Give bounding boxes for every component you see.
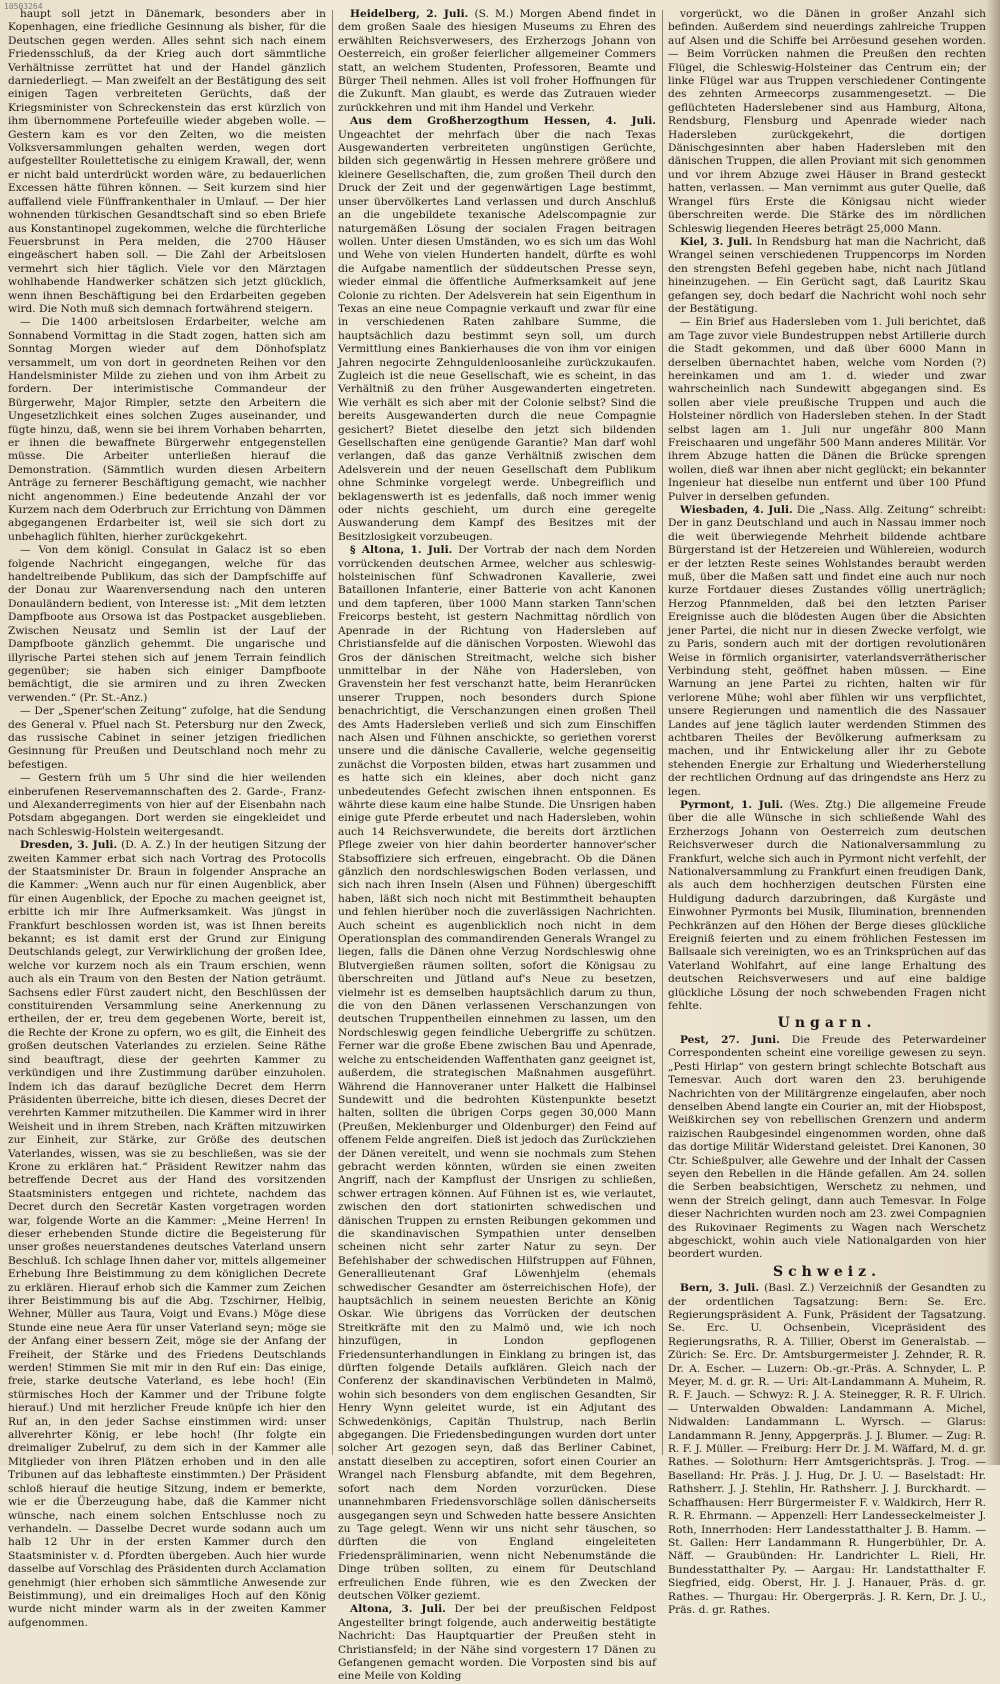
article-paragraph <box>668 8 986 236</box>
article-dateline: Altona, 3. Juli. <box>350 1603 446 1616</box>
article-dateline: Aus dem Großherzogthum Hessen, 4. Juli. <box>350 115 656 128</box>
article-paragraph <box>338 544 656 1603</box>
column-divider <box>662 10 663 1455</box>
article-paragraph <box>338 115 656 544</box>
article-paragraph <box>668 316 986 504</box>
section-heading: Ungarn. <box>777 1015 877 1032</box>
article-paragraph <box>668 1282 986 1617</box>
column-divider <box>332 10 333 1455</box>
column-2 <box>338 8 656 1683</box>
article-paragraph <box>668 1034 986 1262</box>
article-text: — Der „Spener'schen Zeitung“ zufolge, hat die Sendung des General v. Pfuel nach St. Petersburg nur den Zweck, das russische Cabinet in seiner jetzigen friedlichen Gesinnung für Preußen und Deutschland noch mehr zu befestigen. <box>8 705 326 771</box>
section-heading: Schweiz. <box>773 1263 881 1280</box>
article-text: — Die 1400 arbeitslosen Erdarbeiter, welche am Sonnabend Vormittag in die Stadt zogen, hatten sich am Sonntag Morgen wieder auf dem Dönhofsplatz versammelt, um von dort in geordneten Reihen vor den Handelsminister Milde zu ziehen und von ihm Arbeit zu fordern. Der interimistische Commandeur der Bürgerwehr, Major Rimpler, setzte den Arbeitern die Ungesetzlichkeit eines solchen Zuges auseinander, und fügte hinzu, daß, wenn sie bei ihrem Vorhaben beharrten, er ihnen die bewaffnete Bürgerwehr entgegenstellen müsse. Die Arbeiter unterließen hierauf die Demonstration. (Sämmtlich wurden diesen Arbeitern Anträge zu fernerer Beschäftigung gemacht, wie nachher nicht angenommen.) Eine bedeutende Anzahl der vor Kurzem nach dem Oderbruch zur Errichtung von Dämmen abgegangenen Erdarbeiter ist, weil sie sich dort zu unbehaglich fühlten, hierher zurückgekehrt. <box>8 316 326 543</box>
article-text: Ungeachtet der mehrfach über die nach Texas Ausgewanderten verbreiteten ungünstigen Gerüchte, bilden sich gegenwärtig in Hessen mehrere größere und kleinere Gesellschaften, die, zum großen Theil durch den Druck der Zeit und der gegenwärtigen Lage bestimmt, unser übervölkertes Land verlassen und durch Anschluß an die ungebildete texanische Adelscompagnie zur naturgemäßen Lösung der socialen Fragen beitragen wollen. Unter diesen Umständen, wo es sich um das Wohl und Wehe von vielen Hunderten handelt, dürfte es wohl die Aufgabe namentlich der süddeutschen Presse seyn, wieder einmal die öffentliche Aufmerksamkeit auf jene Colonie zu richten. Der Adelsverein hat sein Eigenthum in Texas an eine neue Compagnie verkauft und zwar für eine in verschiedenen Raten zahlbare Summe, die hauptsächlich dazu bestimmt seyn soll, um durch Vermittlung eines Bankierhauses die von ihm vor einigen Jahren negocirte Zehnguldenloosanleihe zurückzukaufen. Zugleich ist die neue Gesellschaft, wie es scheint, in das Verhältniß zu den früher Ausgewanderten eingetreten. Wie verhält es sich aber mit der Colonie selbst? Sind die bereits Ausgewanderten durch die neue Compagnie gesichert? Bietet dieselbe den jetzt sich bildenden Gesellschaften eine genügende Garantie? Man darf wohl verlangen, daß das ganze Verhältniß zwischen dem Adelsverein und der neuen Gesellschaft dem Publikum ohne Schminke vorgelegt werde. Unbegreiflich und beklagenswerth ist es jedenfalls, daß noch immer wenig oder nichts geschieht, um durch eine geregelte Auswanderung dem Kampf des Besitzes mit der Besitzlosigkeit vorzubeugen. <box>338 128 656 543</box>
article-text: (Basl. Z.) Verzeichniß der Gesandten zu der ordentlichen Tagsatzung: Bern: Se. Erc. Regierungspräsident A. Funk, Präsident der Tagsatzung. Se. Erc. U. Ochsenbein, Vicepräsident des Regierungsraths, R. A. Tillier, Oberst im Generalstab. — Zürich: Se. Erc. Dr. Amtsburgermeister J. Zehnder, R. R. Dr. A. Escher. — Luzern: Ob.-gr.-Präs. A. Schnyder, L. P. Meyer, M. d. gr. R. — Uri: Alt-Landammann A. Muheim, R. R. F. Jauch. — Schwyz: R. J. A. Steinegger, R. R. F. Ulrich. — Unterwalden Obwalden: Landammann A. Michel, Nidwalden: Landammann L. Wyrsch. — Glarus: Landammann R. Jenny, Appgerpräs. J. J. Blumer. — Zug: R. R. F. J. Müller. — Freiburg: Herr Dr. J. M. Wäffard, M. d. gr. Rathes. — Solothurn: Herr Amtsgerichtspräs. J. Trog. — Baselland: Hr. Präs. J. J. Hug, Dr. J. U. — Baselstadt: Hr. Rathsherr. J. J. Stehlin, Hr. Rathsherr. J. J. Burckhardt. — Schaffhausen: Herr Bürgermeister F. v. Waldkirch, Herr R. R. R. Ehrmann. — Appenzell: Herr Landesseckelmeister J. Roth, Innerrhoden: Herr Landesstatthalter J. B. Hamm. — St. Gallen: Herr Landammann R. Hungerbühler, Dr. A. Näff. — Graubünden: Hr. Landrichter L. Rieli, Hr. Bundesstatthalter Py. — Aargau: Hr. Landstatthalter F. Siegfried, eidg. Oberst, Hr. J. J. Hanauer, Präs. d. gr. Rathes. — Thurgau: Hr. Obergerpräs. J. R. Kern, Dr. J. U., Präs. d. gr. Rathes. <box>668 1282 986 1616</box>
article-paragraph <box>8 772 326 839</box>
page-edge-shadow <box>986 0 1000 1465</box>
article-text: Der Vortrab der nach dem Norden vorrückenden deutschen Armee, welcher aus schleswig-holsteinischen fünf Schwadronen Kavallerie, zwei Bataillonen Infanterie, einer Batterie von acht Kanonen und dem tapferen, über 1000 Mann starken Tann'schen Freicorps besteht, ist gestern Nachmittag nördlich von Apenrade in der Richtung von Hadersleben auf Christiansfelde auf die dänischen Vorposten. Wiewohl das Gros der dänischen Streitmacht, welche sich bisher unmittelbar in der Nähe von Hadersleben, von Gravenstein her fest verschanzt hatte, beim Heranrücken unserer Truppen, noch besonders durch Spione benachrichtigt, die Verschanzungen einen großen Theil des Amts Hadersleben verließ und sich zum Einschiffen nach Alsen und Fühnen anschickte, so geriethen vorerst unsere und die dänische Cavallerie, welche gegenseitig zunächst die Vorposten bilden, etwas hart zusammen und es hatte sich ein kleines, aber doch nicht ganz unbedeutendes Gefecht zwischen ihnen entsponnen. Es währte diese kaum eine halbe Stunde. Die Unsrigen haben einige gute Pferde erbeutet und nach Hadersleben, wohin auch 14 Reichsverwundete, die bereits dort ärztlichen Pflege zweier von hier dahin beorderter hannover'scher Stabsoffiziere sich erfreuen, eingebracht. Ob die Dänen gänzlich den nordschleswigschen Boden verlassen, und sich nach ihren Inseln (Alsen und Fühnen) übergeschifft haben, läßt sich noch nicht mit Bestimmtheit behaupten und fehlen hierüber noch die zuverlässigen Nachrichten. Auch scheint es augenblicklich noch nicht in dem Operationsplan des commandirenden Generals Wrangel zu liegen, falls die Dänen ohne Verzug Nordschleswig ohne Blutvergießen räumen sollten, sofort die Königsau zu überschreiten und Jütland auf's Neue zu besetzen, vielmehr ist es demselben hauptsächlich darum zu thun, die von den Dänen verlassenen Verschanzungen von deutschen Truppentheilen einnehmen zu lassen, um den Nordschleswig gegen feindliche Uebergriffe zu schützen. Ferner war die große Ebene zwischen Bau und Apenrade, welche zu entscheidenden Waffenthaten ganz geeignet ist, außerdem, die strategischen Maßnahmen ausgeführt. Während die Hannoveraner unter Halkett die Halbinsel Sundewitt und die bedrohten Küstenpunkte besetzt halten, sollten die übrigen Corps gegen 30,000 Mann (Preußen, Meklenburger und Oldenburger) den Feind auf offenem Felde angreifen. Dieß ist jedoch das Zurückziehen der Dänen vereitelt, und wenn sie nochmals zum Stehen gebracht werden könnten, würden sie einen zweiten Angriff, nach der Kampflust der Unsrigen zu schließen, schwer ertragen können. Auf Fühnen ist es, wie verlautet, zwischen den dort stationirten schwedischen und dänischen Truppen zu ernsten Reibungen gekommen und die skandinavischen Sympathien unter denselben scheinen nicht sehr zarter Natur zu seyn. Der Befehlshaber der schwedischen Hilfstruppen auf Fühnen, Generallieutenant Graf Löwenhjelm (ehemals schwedischer Gesandter am österreichischen Hofe), der hauptsächlich in seinem neuesten Berichte an König Oskar. Wie übrigens das Vorrücken der deutschen Streitkräfte mit den zu Malmö und, wie ich noch hinzufügen, in London gepflogenen Friedensunterhandlungen in Einklang zu bringen ist, das dürften folgende Details aufklären. Gleich nach der Conferenz der skandinavischen Verbündeten in Malmö, wohin sich besonders von dem englischen Gesandten, Sir Henry Wynn geleitet wurde, ist ein Adjutant des Schwedenkönigs, Capitän Thulstrup, nach Berlin abgegangen. Die Friedensbedingungen wurden dort unter solcher Art gezogen seyn, daß das Berliner Cabinet, anstatt dieselben zu acceptiren, sofort einen Courier an Wrangel nach Flensburg abfandte, mit dem Begehren, sofort nach dem Norden vorzurücken. Diese unannehmbaren Friedensvorschläge sollen dänischerseits ausgegangen seyn und Schweden hatte bessere Ansichten zu Tage gelegt. Wenn wir uns nicht sehr täuschen, so dürften die von England eingeleiteten Friedenspräliminarien, wenn nicht Nebenumstände die Dinge trüben sollten, zu einem für Deutschland erfreulichen Ende führen, wie es den Zwecken der deutschen Völker geziemt. <box>338 544 656 1602</box>
article-text: Die „Nass. Allg. Zeitung“ schreibt: Der in ganz Deutschland und auch in Nassau immer noch die weit überwiegende Mehrheit bildende achtbare Bürgerstand ist der Hetzereien und Wühlereien, wodurch er der letzten Reste seines Wohlstandes beraubt werden muß, über die Maßen satt und findet eine auch nur noch kurze Fortdauer dieses Zustandes völlig unerträglich; Herzog Pfannmelden, daß bei den letzten Pariser Ereignisse auch die blödesten Augen über die Absichten jener Partei, die nicht nur in diesen Zwecke verfolgt, wie zu Paris, sondern auch mit der dortigen revolutionären Weise in förmlich organisirter, vaterlandsverrätherischer Verbindung steht, geöffnet haben müssen. — Eine Warnung an jene Partei zu richten, halten wir für verlorene Mühe; wohl aber fühlen wir uns verpflichtet, unsere Regierungen und namentlich die des Nassauer Landes auf jene täglich lauter werdenden Stimmen des achtbaren Theiles der Bevölkerung aufmerksam zu machen, und ihr Entwickelung aller ihr zu Gebote stehenden Energie zur Erhaltung und Wiederherstellung der rechtlichen Ordnung auf das dringendste ans Herz zu legen. <box>668 504 987 798</box>
article-dateline: § Altona, 1. Juli. <box>350 544 453 557</box>
article-paragraph <box>8 8 326 316</box>
article-dateline: Pest, 27. Juni. <box>680 1033 780 1046</box>
article-paragraph <box>668 236 986 316</box>
article-text: — Gestern früh um 5 Uhr sind die hier weilenden einberufenen Reservemannschaften des 2. Garde-, Franz- und Alexanderregiments von hier auf der Eisenbahn nach Potsdam abgegangen. Dort werden sie eingekleidet und nach Schleswig-Holstein weitergesandt. <box>8 772 326 838</box>
article-dateline: Bern, 3. Juli. <box>680 1282 760 1295</box>
article-dateline: Dresden, 3. Juli. <box>20 839 118 852</box>
article-paragraph <box>8 705 326 772</box>
article-text: — Von dem königl. Consulat in Galacz ist so eben folgende Nachricht eingegangen, welche für das handeltreibende Publikum, das sich der Dampfschiffe auf der Donau zur Waarenversendung nach den unteren Donauländern bedient, von Interesse ist: „Mit dem letzten Dampfboote aus Orsowa ist das Postpacket ausgeblieben. Zwischen Neusatz und Semlin ist der Lauf der Dampfboote gänzlich gehemmt. Die ungarische und illyrische Partei stehen sich auf jenem Terrain feindlich gegenüber; sie haben sich einiger Dampfboote bemächtigt, die sie armiren und zu ihren Zwecken verwenden.“ (Pr. St.-Anz.) <box>8 544 326 704</box>
page-id-label: 10503264 <box>4 2 43 11</box>
article-dateline: Wiesbaden, 4. Juli. <box>680 504 793 517</box>
article-paragraph <box>8 544 326 705</box>
article-text: (Wes. Ztg.) Die allgemeine Freude über die alle Wünsche in sich schließende Wahl des Erzherzogs Johann von Oesterreich zum deutschen Reichsverweser durch die Nationalversammlung zu Frankfurt, welche sich auch in Pyrmont nicht verfehlt, der Nationalversammlung zu Frankfurt einen freudigen Dank, als auch dem hochherzigen deutschen Fürsten eine Huldigung dadurch darzubringen, daß Kurgäste und Einwohner Pyrmonts bei Musik, Illumination, brennenden Pechkränzen auf den Höhen der Berge dieses glückliche Ereigniß feierten und zu einem fröhlichen Festessen im Ballsaale sich vereinigten, wo es an Trinksprüchen auf das Vaterland Wohlfahrt, auf eine lange Erhaltung des deutschen Reichsverwesers und auf eine baldige glückliche Lösung der noch schwebenden Fragen nicht fehlte. <box>668 798 986 1013</box>
article-dateline: Heidelberg, 2. Juli. <box>350 8 469 20</box>
article-paragraph <box>338 8 656 115</box>
article-text: haupt soll jetzt in Dänemark, besonders aber in Kopenhagen, eine friedliche Gesinnung als bisher, für die Deutschen gegen werden. Alles sehnt sich nach einem Friedensschluß, da der Krieg auch dort sämmtliche Verhältnisse zerrüttet hat und der Handel gänzlich darniederliegt. — Man zweifelt an der Bestätigung des seit einigen Tagen verbreiteten Gerüchts, daß der Kriegsminister von Schreckenstein das erst kürzlich von ihm übernommene Portefeuille wieder abgeben wolle. — Gestern kam es vor den Zelten, wo die meisten Volksversammlungen gehalten werden, wegen dort aufgestellter Roulettetische zu einigem Krawall, der, wenn er nicht bald unterdrückt worden wäre, zu bedauerlichen Excessen hätte führen können. — Seit kurzem sind hier auffallend viele Fünffrankenthaler in Umlauf. — Der hier wohnenden türkischen Gesandtschaft sind so eben Briefe aus Konstantinopel zugekommen, welche die fürchterliche Feuersbrunst in Pera melden, die 2700 Häuser eingeäschert haben soll. — Die Zahl der Arbeitslosen vermehrt sich hier täglich. Viele vor den Märztagen wohlhabende Handwerker schätzen sich jetzt glücklich, wenn ihnen Beschäftigung bei den Erdarbeiten gegeben wird. Die Noth muß sich demnach fortwährend steigern. <box>8 8 326 315</box>
article-paragraph <box>668 504 986 799</box>
column-1 <box>8 8 326 1629</box>
article-paragraph <box>338 1603 656 1683</box>
article-text: — Ein Brief aus Hadersleben vom 1. Juli berichtet, daß am Tage zuvor viele Bundestruppen nebst Artillerie durch die Stadt gekommen, und daß über 6000 Mann in derselben übernachtet haben, welche vom Norden (?) hereinkamen und am 1. d. wieder und zwar wahrscheinlich nach Sundewitt abgegangen sind. Es sollen aber viele preußische Truppen und auch die Holsteiner nördlich von Hadersleben stehen. In der Stadt selbst lagen am 1. Juli nur ungefähr 800 Mann Freischaaren und ungefähr 500 Mann anderes Militär. Vor ihrem Abzuge hatten die Dänen die Brücke sprengen wollen, dieß war ihnen aber nicht geglückt; ein bekannter Ingenieur hat dieselbe nun entfernt und über 100 Pfund Pulver in derselben gefunden. <box>668 316 986 503</box>
article-text: vorgerückt, wo die Dänen in großer Anzahl sich befinden. Außerdem sind neuerdings zahlreiche Truppen auf Alsen und die Schiffe bei Arröesund gesehen worden. — Beim Vorrücken nahmen die Preußen den rechten Flügel, die Schleswig-Holsteiner das Centrum ein; der linke Flügel war aus Truppen verschiedener Contingente des zehnten Armeecorps zusammengesetzt. — Die geflüchteten Haderslebener sind aus Hamburg, Altona, Rendsburg, Flensburg und Apenrade wieder nach Hadersleben zurückgekehrt, die dortigen Dänischgesinnten aber haben Hadersleben mit den dänischen Truppen, die allen Proviant mit sich genommen und vor ihrem Abzuge zwei Häuser in Brand gesteckt hatten, verlassen. — Man vernimmt aus guter Quelle, daß Wrangel fürs Erste die Königsau nicht wieder überschreiten werde. Die Stärke des im nördlichen Schleswig liegenden Heeres beträgt 25,000 Mann. <box>668 8 986 235</box>
column-3 <box>668 8 987 1616</box>
article-paragraph <box>8 316 326 544</box>
article-text: In Rendsburg hat man die Nachricht, daß Wrangel seinen verschiedenen Truppencorps im Norden den strengsten Befehl gegeben habe, nicht nach Jütland hineinzugehen. — Ein Gerücht sagt, daß Lauritz Skau gefangen sey, doch bedarf die Nachricht wohl noch sehr der Bestätigung. <box>668 235 986 315</box>
article-text: Der bei der preußischen Feldpost Angestellter bringt folgende, auch anderweitig bestätigte Nachricht: Das Hauptquartier der Preußen steht in Christiansfeld; in der Nähe sind vorgestern 17 Dänen zu Gefangenen gemacht worden. Die Vorposten sind bis auf eine Meile von Kolding <box>338 1603 656 1683</box>
article-dateline: Kiel, 3. Juli. <box>680 235 753 248</box>
article-text: (S. M.) Morgen Abend findet in dem großen Saale des hiesigen Museums zu Ehren des erwählten Reichsverwesers, des Erzherzogs Johann von Oesterreich, ein großer feierlicher allgemeiner Commers statt, an welchem Studenten, Professoren, Beamte und Bürger Theil nehmen. Alles ist voll froher Hoffnungen für die Zukunft. Man glaubt, es werde das Zutrauen wieder zurückkehren und mit ihm Handel und Verkehr. <box>338 8 656 114</box>
article-paragraph <box>668 799 986 1014</box>
article-dateline: Pyrmont, 1. Juli. <box>680 798 784 811</box>
article-paragraph <box>8 839 326 1630</box>
article-text: Die Freude des Peterwardeiner Correspondenten scheint eine voreilige gewesen zu seyn. „Pesti Hirlap“ von gestern bringt schlechte Botschaft aus Temesvar. Auch dort waren den 23. beruhigende Nachrichten von der Militärgrenze eingelaufen, aber noch denselben Abend langte ein Courier an, mit der Hiobspost, Weißkirchen sey von rebellischen Grenzern und anderm raizischen Raubgesindel eingenommen worden, ohne daß das dortige Militär Widerstand geleistet. Drei Kanonen, 30 Ctr. Schießpulver, alle Gewehre und der Inhalt der Cassen seyen den Rebellen in die Hände gefallen. Am 24. sollen die Serben beabsichtigen, Werschetz zu nehmen, und wenn der Streich gelingt, dann auch Temesvar. In Folge dieser Nachrichten wurden noch am 23. zwei Compagnien des Rukovinaer Regiments zu Wagen nach Werschetz abgeschickt, wohin auch viele Nationalgarden von hier beordert wurden. <box>668 1033 987 1261</box>
article-text: (D. A. Z.) In der heutigen Sitzung der zweiten Kammer erbat sich nach Vortrag des Protocolls der Staatsminister Dr. Braun in folgender Ansprache an die Kammer: „Wenn auch nur für einen Augenblick, aber für einen Augenblick, der Epoche zu machen geeignet ist, erbitte ich mir Ihre Aufmerksamkeit. Was jüngst in Frankfurt beschlossen worden ist, was ist Ihnen bereits bekannt; es ist damit erst der Grund zur Einigung Deutschlands gelegt, zur Verwirklichung der großen Idee, welche vor kurzem noch als ein Traum erschien, wenn auch als ein Traum von den Besten der Nation geträumt. Sachsens edler Fürst zaudert nicht, den Beschlüssen der constituirenden Versammlung seine Anerkennung zu ertheilen, der er, treu dem gegebenen Worte, bereit ist, die Rechte der Krone zu opfern, wo es gilt, die Einheit des großen deutschen Vaterlandes zu erzielen. Seine Räthe sind beauftragt, diese der geehrten Kammer zu verkündigen und ihre Zustimmung darüber einzuholen. Indem ich das darauf bezügliche Decret dem Herrn Präsidenten überreiche, bitte ich diesen, dieses Decret der verehrten Kammer mitzutheilen. Die Kammer wird in ihrer Weisheit und in ihrem Streben, nach Kräften mitzuwirken zur Einheit, zur Stärke, zur Größe des deutschen Vaterlandes, wissen, was sie zu beschließen, was sie der Krone zu erklären hat.“ Präsident Rewitzer nahm das betreffende Decret aus der Hand des vorsitzenden Staatsministers entgegen und richtete, nachdem das Decret durch den Secretär Kasten vorgetragen worden war, folgende Worte an die Kammer: „Meine Herren! In dieser erhebenden Stunde dictire die Begeisterung für unser großes neuerstandenes deutsches Vaterland unsern Beschluß. Ich schlage Ihnen daher vor, mittels allgemeiner Erhebung Ihre Beistimmung zu dem königlichen Decrete zu erklären. Hierauf erhob sich die Kammer zum Zeichen ihrer Beistimmung bis auf die Abg. Tzschirner, Helbig, Wehner, Müller aus Taura, Voigt und Evans.) Möge diese Stunde eine neue Aera für unser Vaterland seyn; möge sie der Anfang einer bessern Zeit, möge sie der Anfang der Freiheit, der Stärke und des Friedens Deutschlands werden! Stimmen Sie mit mir in den Ruf ein: Das einige, freie, starke deutsche Vaterland, es lebe hoch! (Ein stürmisches Hoch der Kammer und der Tribune folgte hierauf.) Und mit herzlicher Freude knüpfe ich hier den Ruf an, in den jeder Sachse einstimmen wird: unser allverehrter König, er lebe hoch! (Ihr folgte ein dreimaliger Zubelruf, zu dem sich in der Kammer alle Mitglieder von ihren Plätzen erhoben und in den alle Tribunen auf das lebhafteste einstimmten.) Der Präsident schloß hierauf die heutige Sitzung, indem er bemerkte, wie er die Überzeugung habe, daß die Kammer nicht wünsche, nach einem solchen Entschlusse noch zu verhandeln. — Dasselbe Decret wurde sodann auch um halb 12 Uhr in der ersten Kammer durch den Staatsminister v. d. Pfordten übergeben. Auch hier wurde dasselbe auf Vorschlag des Präsidenten durch Acclamation genehmigt (hier erhoben sich sämmtliche Anwesende zur Beistimmung), und ein dreimaliges Hoch auf den König wurde nicht minder warm als in der zweiten Kammer aufgenommen. <box>8 839 326 1629</box>
